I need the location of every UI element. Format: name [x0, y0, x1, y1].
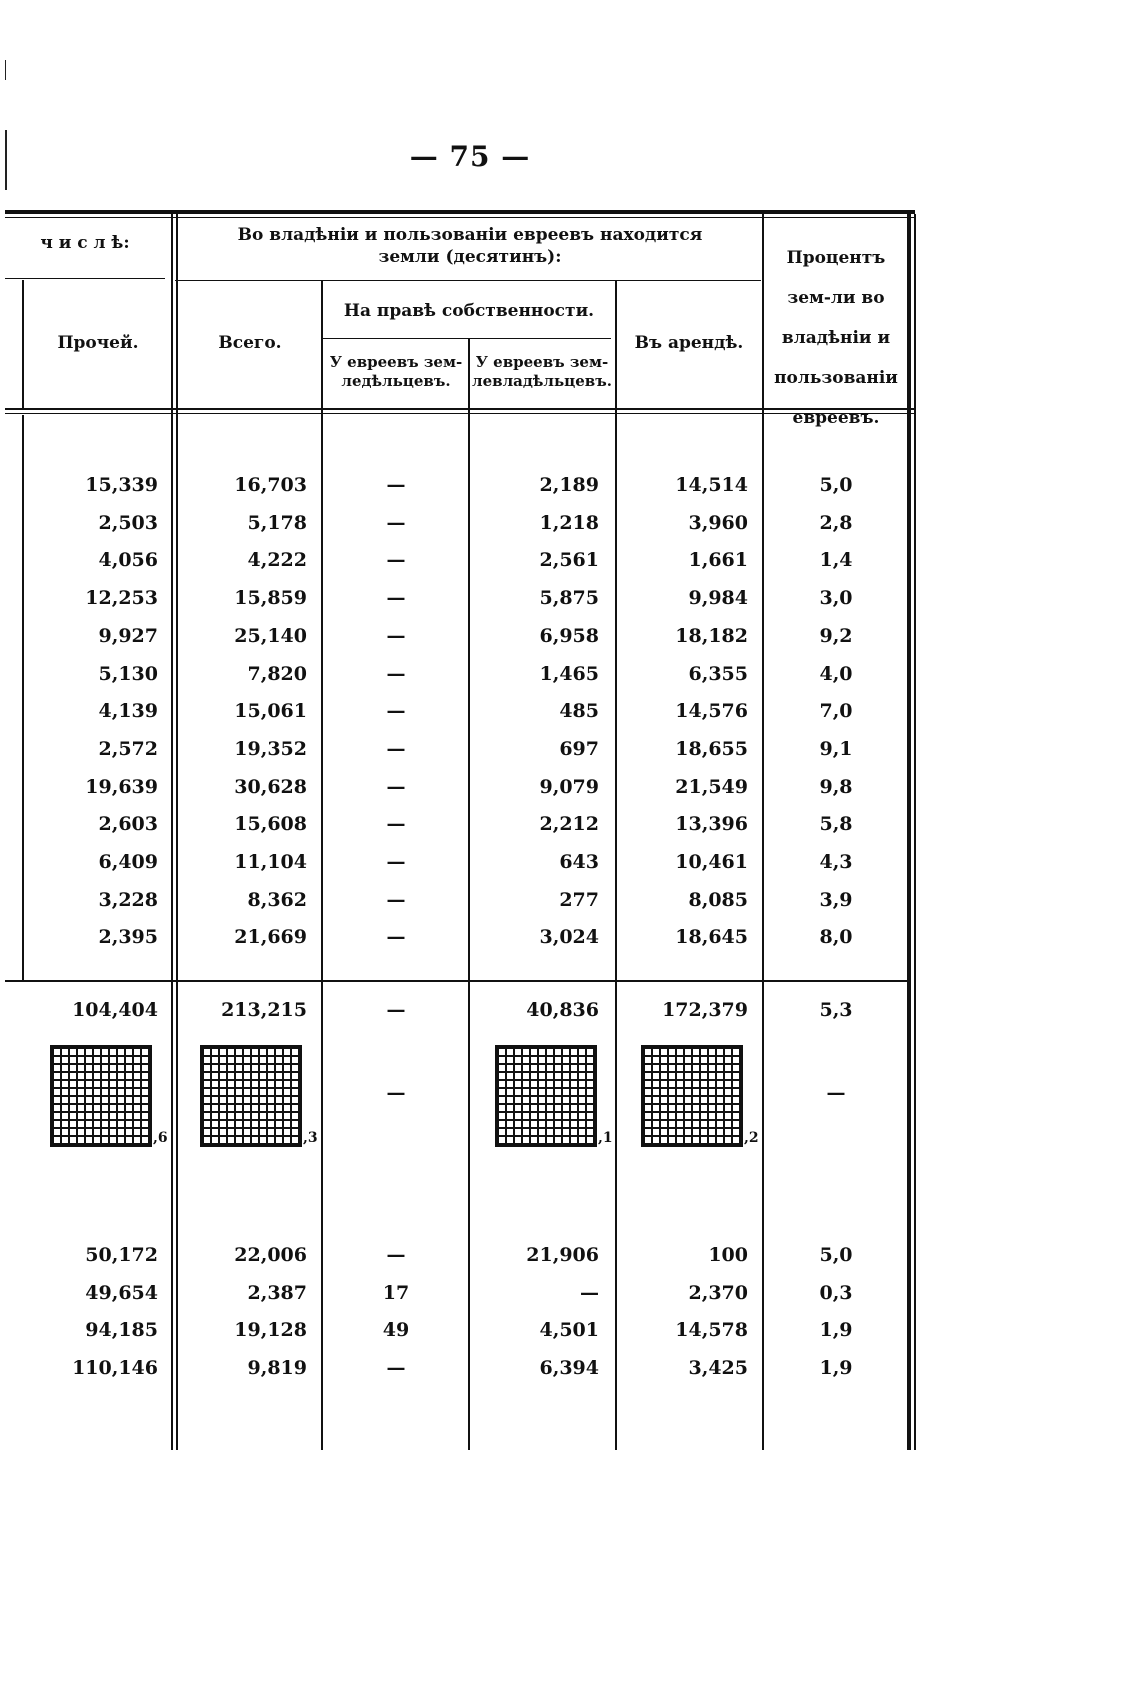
cell-arenda: 3,960 [688, 511, 748, 534]
header-main-group: Во владѣніи и пользованіи евреевъ находится земли (десятинъ): [237, 225, 703, 267]
total-procent: 5,3 [819, 999, 853, 1021]
header-rule [175, 280, 761, 281]
cell-zemlevl: 643 [559, 851, 599, 873]
cell-prochei: 2,603 [98, 813, 158, 836]
smudged-value [200, 1045, 302, 1147]
column-divider [171, 214, 173, 1450]
smudged-procent: — [826, 1082, 846, 1104]
cell-procent: 9,1 [819, 737, 853, 760]
cell-arenda: 3,425 [688, 1357, 748, 1380]
cell-vsego: 8,362 [247, 888, 307, 911]
header-procent: Процентъ зем-ли во владѣніи и пользованіи евреевъ. [774, 248, 898, 428]
cell-zemlevl: 277 [559, 888, 599, 911]
cell-prochei: 4,139 [98, 700, 158, 723]
header-rule [323, 338, 611, 339]
cell-procent: 2,8 [819, 511, 853, 534]
cell-zemled: — [386, 737, 406, 760]
cell-prochei: 5,130 [98, 662, 158, 685]
cell-zemled: — [386, 700, 406, 723]
cell-zemled: — [386, 775, 406, 798]
page-number: — 75 — [409, 140, 531, 173]
total-rule [5, 980, 910, 982]
total-vsego: 213,215 [221, 999, 307, 1021]
right-border [914, 214, 916, 1450]
cell-zemled: — [386, 1244, 406, 1266]
cell-zemlevl: 1,218 [539, 511, 599, 534]
cell-vsego: 25,140 [234, 624, 307, 647]
cell-zemlevl: 6,958 [539, 624, 599, 647]
cell-vsego: 7,820 [247, 662, 307, 685]
cell-arenda: 14,576 [675, 700, 748, 723]
cell-prochei: 50,172 [85, 1244, 158, 1266]
cell-zemled: — [386, 888, 406, 911]
cell-zemlevl: 9,079 [539, 775, 599, 798]
cell-arenda: 6,355 [688, 662, 748, 685]
cell-prochei: 19,639 [85, 775, 158, 798]
column-divider [762, 214, 764, 1450]
cell-vsego: 21,669 [234, 926, 307, 949]
cell-procent: 1,9 [819, 1319, 853, 1342]
cell-vsego: 16,703 [234, 474, 307, 496]
smudged-value [641, 1045, 743, 1147]
cell-vsego: 19,352 [234, 737, 307, 760]
cell-zemled: — [386, 587, 406, 610]
cell-zemlevl: 697 [559, 737, 599, 760]
column-divider [22, 415, 24, 980]
cell-vsego: 4,222 [247, 549, 307, 572]
cell-arenda: 18,182 [675, 624, 748, 647]
cell-procent: 0,3 [819, 1281, 853, 1304]
cell-arenda: 8,085 [688, 888, 748, 911]
total-zemled: — [386, 999, 406, 1021]
cell-procent: 7,0 [819, 700, 853, 723]
column-divider [468, 338, 470, 1450]
cell-zemlevl: — [580, 1281, 599, 1304]
cell-zemled: — [386, 1357, 406, 1380]
cell-vsego: 15,061 [234, 700, 307, 723]
column-divider [615, 280, 617, 1450]
cell-prochei: 2,503 [98, 511, 158, 534]
cell-arenda: 2,370 [688, 1281, 748, 1304]
cell-vsego: 15,608 [234, 813, 307, 836]
smudged-value [495, 1045, 597, 1147]
cell-procent: 5,0 [819, 474, 853, 496]
cell-zemled: — [386, 549, 406, 572]
cell-prochei: 3,228 [98, 888, 158, 911]
cell-prochei: 110,146 [72, 1357, 158, 1380]
cell-arenda: 14,514 [675, 474, 748, 496]
cell-vsego: 2,387 [247, 1281, 307, 1304]
cell-prochei: 2,572 [98, 737, 158, 760]
column-divider [176, 214, 178, 1450]
top-rule-thin [5, 217, 915, 218]
cell-prochei: 6,409 [98, 851, 158, 873]
total-prochei: 104,404 [72, 999, 158, 1021]
header-na-prave: На правѣ собственности. [343, 301, 595, 321]
cell-vsego: 15,859 [234, 587, 307, 610]
cell-vsego: 22,006 [234, 1244, 307, 1266]
header-vsego: Всего. [218, 333, 282, 353]
header-rule [5, 278, 165, 279]
total-zemlevl: 40,836 [526, 999, 599, 1021]
cell-arenda: 100 [708, 1244, 748, 1266]
header-v-arende: Въ арендѣ. [634, 333, 744, 353]
cell-zemled: — [386, 926, 406, 949]
cell-vsego: 30,628 [234, 775, 307, 798]
cell-vsego: 5,178 [247, 511, 307, 534]
cell-zemlevl: 2,212 [539, 813, 599, 836]
cell-zemlevl: 485 [559, 700, 599, 723]
cell-zemlevl: 5,875 [539, 587, 599, 610]
smudged-value [50, 1045, 152, 1147]
cell-arenda: 21,549 [675, 775, 748, 798]
cell-procent: 1,4 [819, 549, 853, 572]
header-prochei: Прочей. [57, 333, 139, 353]
cell-zemlevl: 2,561 [539, 549, 599, 572]
cell-zemled: — [386, 474, 406, 496]
cell-zemled: — [386, 851, 406, 873]
cell-procent: 9,2 [819, 624, 853, 647]
cell-zemlevl: 4,501 [539, 1319, 599, 1342]
cell-procent: 3,9 [819, 888, 853, 911]
cell-prochei: 2,395 [98, 926, 158, 949]
header-chisle: ч и с л ѣ: [40, 233, 130, 253]
smudged-suffix: ,1 [598, 1130, 613, 1146]
cell-arenda: 1,661 [688, 549, 748, 572]
cell-arenda: 9,984 [688, 587, 748, 610]
cell-prochei: 12,253 [85, 587, 158, 610]
smudged-suffix: ,3 [303, 1130, 318, 1146]
cell-zemled: — [386, 624, 406, 647]
cell-vsego: 11,104 [234, 851, 307, 873]
cell-zemled: — [386, 511, 406, 534]
cell-procent: 3,0 [819, 587, 853, 610]
cell-procent: 5,8 [819, 813, 853, 836]
header-u-zemlevladeltsev: У евреевъ зем-левладѣльцевъ. [472, 353, 612, 390]
right-border [907, 214, 911, 1450]
cell-procent: 4,0 [819, 662, 853, 685]
cell-zemled: 17 [382, 1281, 410, 1304]
cell-zemled: — [386, 813, 406, 836]
cell-prochei: 15,339 [85, 474, 158, 496]
cell-zemlevl: 1,465 [539, 662, 599, 685]
cell-zemled: 49 [382, 1319, 410, 1342]
smudged-zemled: — [386, 1082, 406, 1104]
cell-procent: 4,3 [819, 851, 853, 873]
top-rule [5, 210, 915, 214]
cell-prochei: 94,185 [85, 1319, 158, 1342]
cell-zemlevl: 21,906 [526, 1244, 599, 1266]
cell-procent: 9,8 [819, 775, 853, 798]
cell-arenda: 13,396 [675, 813, 748, 836]
cell-prochei: 49,654 [85, 1281, 158, 1304]
cell-vsego: 19,128 [234, 1319, 307, 1342]
cell-procent: 1,9 [819, 1357, 853, 1380]
cell-arenda: 18,655 [675, 737, 748, 760]
cell-zemlevl: 3,024 [539, 926, 599, 949]
cell-prochei: 4,056 [98, 549, 158, 572]
cell-zemled: — [386, 662, 406, 685]
cell-vsego: 9,819 [247, 1357, 307, 1380]
cell-arenda: 18,645 [675, 926, 748, 949]
header-u-zemledeltsev: У евреевъ зем-ледѣльцевъ. [329, 353, 463, 390]
column-divider [321, 280, 323, 1450]
cell-procent: 5,0 [819, 1244, 853, 1266]
total-arenda: 172,379 [662, 999, 748, 1021]
cell-zemlevl: 2,189 [539, 474, 599, 496]
smudged-suffix: ,6 [153, 1130, 168, 1146]
cell-arenda: 10,461 [675, 851, 748, 873]
margin-mark [5, 60, 6, 80]
cell-zemlevl: 6,394 [539, 1357, 599, 1380]
land-table [5, 210, 920, 1450]
cell-prochei: 9,927 [98, 624, 158, 647]
cell-procent: 8,0 [819, 926, 853, 949]
smudged-suffix: ,2 [744, 1130, 759, 1146]
column-divider [22, 280, 24, 410]
cell-arenda: 14,578 [675, 1319, 748, 1342]
